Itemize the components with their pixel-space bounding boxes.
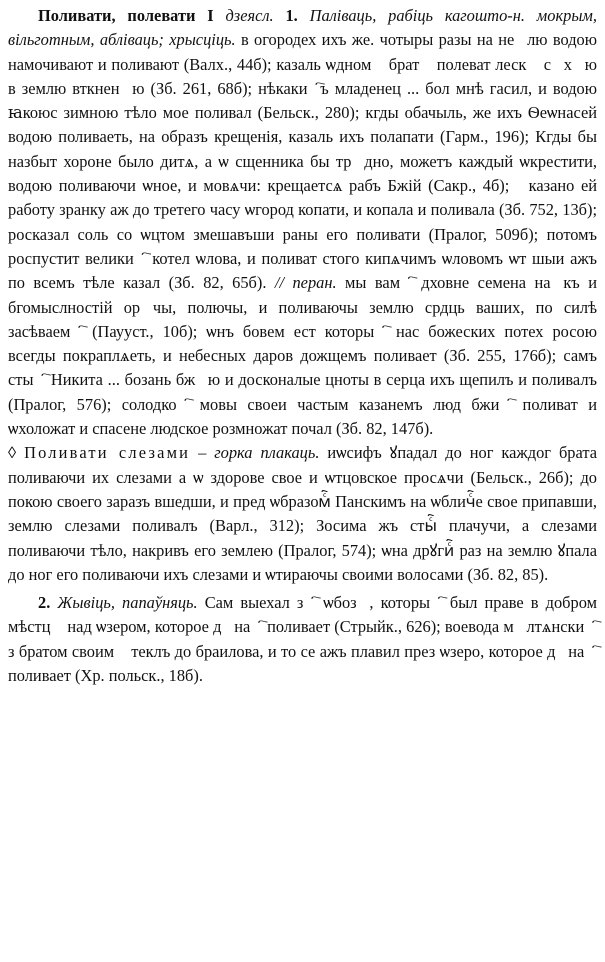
headword: Поливати, полевати I (38, 6, 214, 25)
sense-2-definition: Жывіць, папаўняць. (57, 593, 198, 613)
sense-2-paragraph (8, 591, 597, 688)
sense-2-number: 2. (38, 593, 51, 613)
phrase-paragraph: ◊ Поливати слезами – горка плакаць. иѡсифъ ꙋпадал до ног каждог брата поливаючи их слезами а ѡ здорове свое и ѡтцовское просѧчи (Бельск., 26б); до покою своего заразъ вшедши, и пред ѡбразомⷭ҇ Панскимъ на ѡбличⷭ҇е свое припавши, землю слезами поливалъ (Варл., 312); Зосима жъ стыⷭ҇ плачучи, а слезами поливаючи тѣло, накривъ его землею (Пралог, 574); ѡна дрꙋгиⷭ҇ раз на землю ꙋпала до ног его поливаючи ихъ слезами и ѡтираючы своими волосами (Зб. 82, 85). (8, 443, 597, 584)
sense-1-citations: в огородех ихъ же. чотыры разы на неⷣлю водою намочивают и поливают (Валх., 44б); казаль ѡдномꙋ братꙋ полеват лескꙋ сꙋхꙋю в землю вткненꙋю (Зб. 261, 68б); нѣкакиⷭ҇ъ младенец ... бол мнѣ гасил, и водою ꙗкоюс зимною тѣло мое поливал (Бельск., 280); кгды обачыль, же ихъ Ѳеѡнасей водою поливаеть, на образъ крещенія, казаль ихъ полапати (Гарм., 196); Кгды бы назбыт хороне было дитѧ, а ѡ сщенника бы трꙋдно, можетъ каждый ѡкрестити, водою поливаючи ѡное, и мовѧчи: крещаетсѧ рабъ Бжій (Сакр., 4б); ꙋказано ей работу зранку аж до третего часу ѡгород копати, и копала и поливала (Зб. 752, 13б); росказал соль со ѡцтом змешавъши раны его поливати (Пралог, 509б); потомъ роспустит великиⷭ҇ котел ѡлова, и поливат стого кипѧчимъ ѡловомъ ѡт шыи ажъ по всемъ тѣле казал (Зб. 82, 65б). (8, 30, 597, 293)
phrase-citations: иѡсифъ ꙋпадал до ног каждог брата поливаючи их слезами а ѡ здорове свое и ѡтцовское просѧчи (Бельск., 26б); до покою своего заразъ вшедши, и пред ѡбразомⷭ҇ Панскимъ на ѡбличⷭ҇е свое припавши, землю слезами поливалъ (Варл., 312); Зосима жъ стыⷭ҇ плачучи, а слезами поливаючи тѣло, накривъ его землею (Пралог, 574); ѡна дрꙋгиⷭ҇ раз на землю ꙋпала до ног его поливаючи ихъ слезами и ѡтираючы своими волосами (Зб. 82, 85). (8, 443, 597, 584)
phrase-gloss: горка плакаць. (214, 443, 320, 463)
sense-1-number: 1. (285, 6, 298, 25)
figurative-citations: мы вамⷭ҇ дховне семена наꙋкъ и бгомыслностій орꙋчы, полючы, и поливаючы землю срдць ваших, по силѣ засѣваемⷭ҇ (Пауyст., 10б); ѡнъ бовем ест которыⷭ҇ нас божеских потех росою всегды покраплѧеть, и небесных даров дожщемъ поливает (Зб. 255, 176б); самъ стыⷭ҇ Никита ... бозань бжꙋю и досконалые цноты в серца ихъ щепилъ и поливалъ (Пралог, 576); солодкоⷭ҇ мовы своеи частым казанемъ люд бжиⷭ҇ поливат и ѡхоложат и спасене людское розмножат почал (Зб. 82, 147б). (8, 273, 597, 439)
sense-1-paragraph (8, 4, 597, 441)
grammar-label: дзеясл. (225, 6, 274, 25)
diamond-icon: ◊ (8, 443, 17, 463)
phrase-term: Поливати слезами (24, 443, 191, 463)
figurative-label: // перан. (274, 273, 337, 293)
sense-2-citations: Сам выехал зⷭ҇ ѡбозꙋ, которыⷭ҇ был праве в добром мѣстцꙋ над ѡзером, которое дꙋнаⷭ҇ поливает (Стрыйк., 626); воевода мꙋлтѧнскиⷭ҇ з братом своим ꙋтеклъ до браилова, и то се ажъ плавил през ѡзеро, которое дꙋнаⷭ҇ поливает (Хр. польск., 18б). (8, 593, 597, 686)
sense-1-definition: Паліваць, рабіць кагошто-н. мокрым, вільготным, абліваць; хрысціць. (8, 6, 597, 50)
